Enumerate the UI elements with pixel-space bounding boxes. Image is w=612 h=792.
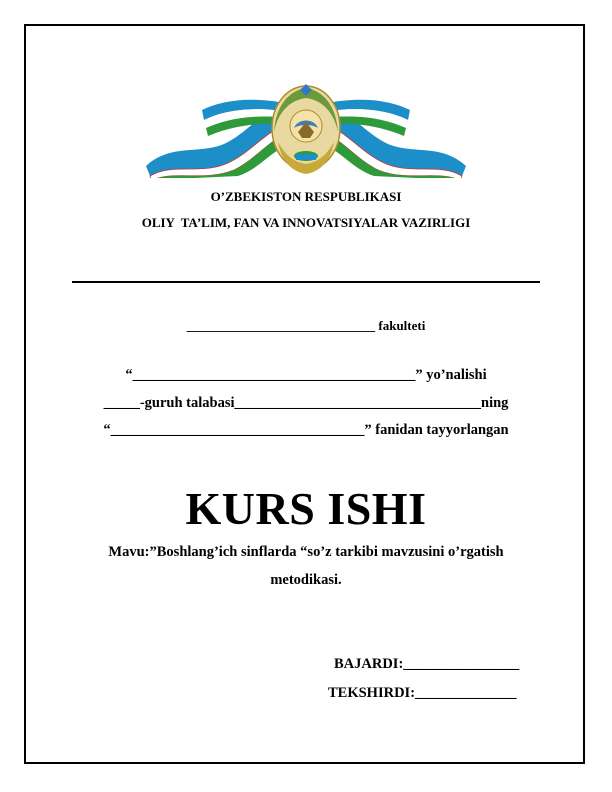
- state-emblem-icon: [142, 82, 470, 178]
- document-title: KURS ISHI: [185, 483, 427, 534]
- group-student-field: _____-guruh talabasi__________________________________ning: [103, 395, 509, 411]
- topic-line-2: metodikasi.: [270, 572, 342, 588]
- topic-line-1: Mavu:”Boshlang’ich sinflarda “so’z tarkibi mavzusini o’rgatish: [108, 544, 504, 560]
- performer-field: BAJARDI:________________: [334, 656, 520, 672]
- ministry-heading: OLIY TA’LIM, FAN VA INNOVATSIYALAR VAZIRLIGI: [141, 215, 471, 230]
- faculty-field: _____________________________ fakulteti: [186, 318, 426, 333]
- country-heading: O’ZBEKISTON RESPUBLIKASI: [210, 189, 402, 204]
- header-divider: [72, 281, 540, 283]
- direction-field: “_______________________________________” yo’nalishi: [125, 367, 487, 383]
- checker-field: TEKSHIRDI:______________: [328, 685, 517, 701]
- subject-field: “___________________________________” fanidan tayyorlangan: [103, 422, 509, 438]
